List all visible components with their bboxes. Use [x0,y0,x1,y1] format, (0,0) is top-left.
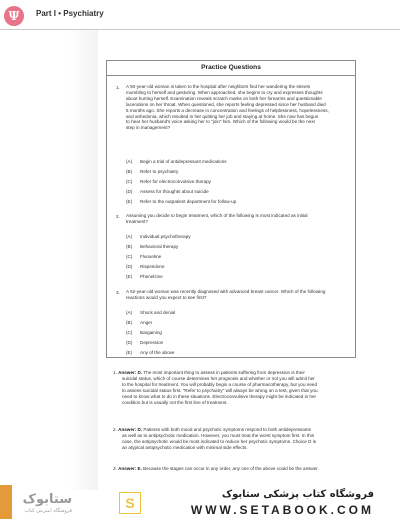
option-text: Anger [140,320,153,325]
option-d [126,189,209,194]
option-letter: (D) [126,264,133,269]
option-d [126,340,163,345]
question-number: 2. [116,214,120,219]
answer-3 [113,466,354,472]
question-line: 5 months ago. She reports a decrease in concentration and feelings of helplessness, hopelessness, [126,107,329,113]
answer-line: to assess suicidal status first. "Refer to psychiatry" will always be wrong on a test, given that you [122,387,318,393]
question-line: Assuming you decide to begin treatment, which of the following is most indicated as initial [126,213,308,218]
question-line: mumbling to herself and gesturing. When approached, she begins to cry and expresses thoughts [126,89,323,95]
box-title-divider [107,75,355,76]
question-line: lacerations on her throat. When questioned, she reports feeling depressed since her husband died [126,101,326,107]
question-number: 3. [116,290,120,295]
answer-line: as well as to antipsychotic medication. However, you must treat the worst symptom first. In this [122,432,314,438]
option-letter: (A) [126,159,133,164]
option-a [126,159,227,164]
answer-line: to the hospital for treatment. You will probably begin a course of pharmacotherapy, but you need [122,381,318,387]
answer-label: Answer: E. [118,466,142,471]
question-line: A 50-year-old woman is taken to the hospital after neighbors find her wandering the streets [126,84,311,89]
option-b [126,320,152,325]
option-letter: (D) [126,340,133,345]
practice-questions-box [106,60,356,358]
question-line: to hear her husband's voice asking her to "join" him. Which of the following would be the next [126,119,315,125]
question-line: A 52-year-old woman was recently diagnosed with advanced breast cancer. Which of the following [126,289,326,294]
option-text: Phenelzine [140,274,163,279]
option-text: Fluoxetine [140,254,162,259]
answer-line: case, the antipsychotic would be most indicated to reduce her psychotic symptoms. Choice D is [122,438,317,444]
practice-questions-title: Practice Questions [201,64,261,71]
option-text: Assess for thoughts about suicide [140,189,209,194]
answer-number: 2. [113,427,117,432]
option-letter: (C) [126,179,133,184]
answer-text: The most important thing to assess in patients suffering from depression is their [143,370,305,375]
store-title: فروشگاه کتاب پزشکی ستابوک [221,489,374,500]
option-text: Bargaining [140,330,162,335]
answer-line: an atypical antipsychotic medication with minimal side effects. [122,444,248,450]
setabook-logo-text: ستابوک [22,492,72,507]
option-c [126,330,162,335]
question-3-stem [126,289,325,301]
answer-line: need to know what to do in these situations. Electroconvulsive therapy might be indicated in her [122,393,317,399]
option-e [126,350,174,355]
option-letter: (E) [126,199,133,204]
psi-logo-icon: Ψ [4,6,24,26]
option-letter: (B) [126,244,133,249]
option-letter: (A) [126,234,133,239]
answer-line: suicidal status, which of course determines her prognosis and whether or not you will admit her [122,375,315,381]
option-letter: (E) [126,350,133,355]
option-a [126,310,175,315]
question-line: about hurting herself. Examination reveals scratch marks on both her forearms and questionable [126,95,322,101]
question-2-stem [126,213,308,225]
option-e [126,274,163,279]
option-text: Risperidone [140,264,165,269]
question-line: treatment? [126,218,148,224]
answer-number: 3. [113,466,117,471]
answer-text: Because the stages can occur in any order, any one of the above could be the answer. [143,466,319,471]
option-text: Individual psychotherapy [140,234,191,239]
answer-text: Patients with both mood and psychotic symptoms respond to both antidepressants [143,427,311,432]
question-number: 1. [116,85,120,90]
option-letter: (C) [126,254,133,259]
question-line: and anhedonia, which resulted in her quitting her job and staying at home. She now has begun [126,113,319,119]
answer-1 [113,370,354,405]
option-text: Any of the above [140,350,175,355]
option-b [126,169,178,174]
option-c [126,179,211,184]
part-label: Part I • Psychiatry [36,9,104,18]
question-line: step in management? [126,125,171,131]
option-letter: (B) [126,169,133,174]
option-text: Refer to the outpatient department for follow-up [140,199,237,204]
answer-2 [113,427,354,451]
answer-line [113,466,354,472]
answer-line: condition but is usually not the first line of treatment. [122,399,228,405]
option-d [126,264,165,269]
option-e [126,199,236,204]
option-a [126,234,191,239]
option-letter: (B) [126,320,133,325]
question-line: reactions would you expect to see first? [126,294,207,300]
answer-label: Answer: D. [118,427,143,432]
option-text: Begin a trial of antidepressant medications [140,159,227,164]
option-text: Behavioral therapy [140,244,179,249]
page-margin [0,30,98,490]
option-text: Depression [140,340,164,345]
answer-label: Answer: D. [118,370,143,375]
question-1-stem [126,84,329,131]
answer-number: 1. [113,370,117,375]
option-text: Refer for electroconvulsive therapy [140,179,211,184]
option-c [126,254,161,259]
option-letter: (D) [126,189,133,194]
setabook-logo-icon [2,489,75,514]
option-letter: (E) [126,274,133,279]
setabook-logo-subtext: فروشگاه اینترنتی کتاب [24,508,72,514]
option-letter: (C) [126,330,133,335]
option-b [126,244,178,249]
store-url[interactable]: WWW.SETABOOK.COM [190,503,374,517]
option-letter: (A) [126,310,133,315]
setabook-emblem-icon: S [119,492,141,514]
option-text: Shock and denial [140,310,176,315]
option-text: Refer to psychiatry [140,169,179,174]
